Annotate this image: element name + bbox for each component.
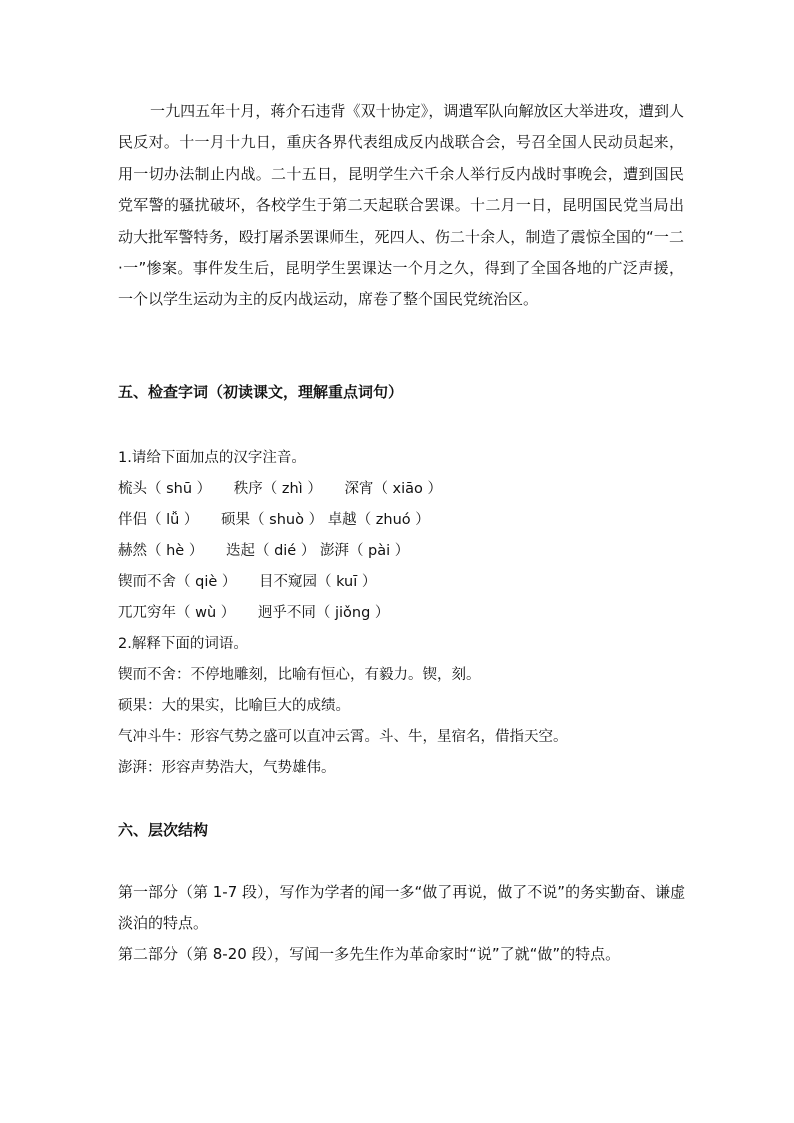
pinyin-item: 梳头（ shū ） [118,481,212,497]
pinyin-item: 迭起（ dié ） [225,543,316,559]
definition-item: 硕果：大的果实，比喻巨大的成绩。 [118,698,350,714]
pinyin-item: 赫然（ hè ） [118,543,204,559]
pinyin-item: 秩序（ zhì ） [233,481,322,497]
section-5-heading: 五、检查字词（初读课文，理解重点词句） [118,383,404,401]
pinyin-item: 澎湃（ pài ） [319,543,410,559]
pinyin-row-2 [118,505,698,536]
definition-item: 锲而不舍：不停地雕刻，比喻有恒心，有毅力。锲，刻。 [118,667,481,683]
definition-item: 澎湃：形容声势浩大，气势雄伟。 [118,760,336,776]
pinyin-item: 迥乎不同（ jiǒng ） [257,605,390,621]
question-1-title: 1.请给下面加点的汉字注音。 [118,450,306,466]
pinyin-row-3 [118,536,698,567]
pinyin-item: 目不窥园（ kuī ） [258,574,377,590]
definition-item: 气冲斗牛：形容气势之盛可以直冲云霄。斗、牛，星宿名，借指天空。 [118,729,568,745]
pinyin-item: 深宵（ xiāo ） [344,481,443,497]
structure-part-2: 第二部分（第 8-20 段），写闻一多先生作为革命家时“说”了就“做”的特点。 [118,945,621,963]
structure-part-1: 第一部分（第 1-7 段），写作为学者的闻一多“做了再说，做了不说”的务实勤奋、谦虚淡泊的特点。 [118,883,686,932]
pinyin-item: 伴侣（ lǚ ） [118,512,199,528]
pinyin-row-4 [118,567,698,598]
history-paragraph-text: 一九四五年十月，蒋介石违背《双十协定》，调遣军队向解放区大举进攻，遭到人民反对。十一月十九日，重庆各界代表组成反内战联合会，号召全国人民动员起来，用一切办法制止内战。二十五日，昆明学生六千余人举行反内战时事晚会，遭到国民党军警的骚扰破坏，各校学生于第二天起联合罢课。十二月一日，昆明国民党当局出动大批军警特务，殴打屠杀罢课师生，死四人、伤二十余人，制造了震惊全国的“一二·一”惨案。事件发生后，昆明学生罢课达一个月之久，得到了全国各地的广泛声援，一个以学生运动为主的反内战运动，席卷了整个国民党统治区。 [118,102,684,309]
pinyin-row-1 [118,474,698,505]
pinyin-item: 兀兀穷年（ wù ） [118,605,236,621]
section-6-heading: 六、层次结构 [118,821,209,839]
section-5-body [118,443,698,784]
question-2-title: 2.解释下面的词语。 [118,636,248,652]
pinyin-item: 卓越（ zhuó ） [327,512,430,528]
pinyin-row-5 [118,598,698,629]
pinyin-item: 硕果（ shuò ） [221,512,324,528]
history-paragraph [118,96,684,316]
section-6-body [118,877,688,970]
pinyin-item: 锲而不舍（ qiè ） [118,574,237,590]
